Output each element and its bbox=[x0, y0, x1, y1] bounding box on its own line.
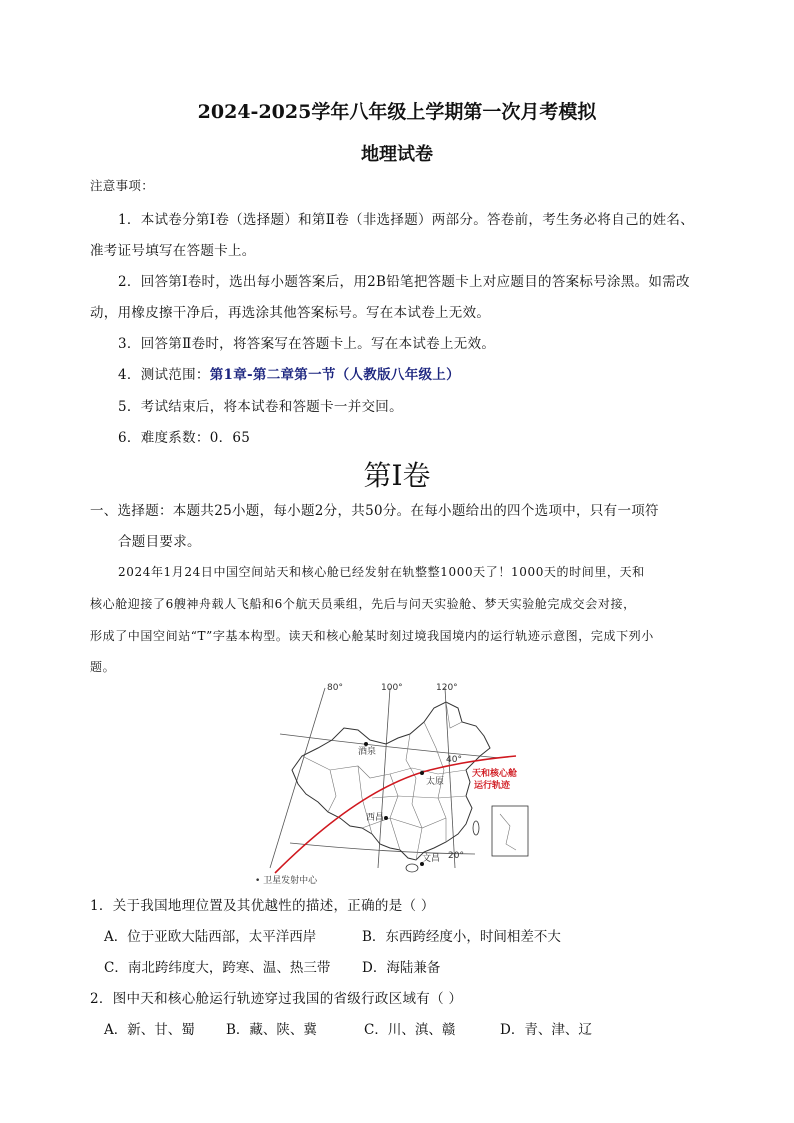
section-instructions-line-1: 一、选择题：本题共25小题，每小题2分，共50分。在每小题给出的四个选项中，只有一项符 bbox=[90, 503, 659, 519]
note-2-line-1: 2．回答第Ⅰ卷时，选出每小题答案后，用2B铅笔把答题卡上对应题目的答案标号涂黑。如需改 bbox=[118, 274, 690, 290]
question-2-stem: 2．图中天和核心舱运行轨迹穿过我国的省级行政区域有（ ） bbox=[90, 991, 463, 1007]
city-xichang: 西昌 bbox=[366, 813, 385, 823]
question-1-option-d: D．海陆兼备 bbox=[362, 960, 441, 976]
meridian-120 bbox=[445, 688, 455, 868]
lat-label-20: 20° bbox=[448, 851, 464, 861]
note-6: 6．难度系数：0．65 bbox=[118, 430, 251, 446]
passage-line-4: 题。 bbox=[90, 660, 116, 674]
taiwan-island bbox=[473, 821, 479, 835]
note-3: 3．回答第Ⅱ卷时，将答案写在答题卡上。写在本试卷上无效。 bbox=[118, 336, 496, 352]
map-legend: • 卫星发射中心 bbox=[255, 876, 318, 886]
city-jiuquan: 酒泉 bbox=[358, 747, 377, 757]
question-2-option-c: C．川、滇、赣 bbox=[364, 1022, 456, 1038]
city-taiyuan: 太原 bbox=[426, 777, 445, 787]
jiuquan-dot bbox=[364, 742, 368, 746]
question-2-option-d: D．青、津、辽 bbox=[500, 1022, 592, 1038]
exam-subtitle: 地理试卷 bbox=[361, 144, 433, 165]
orbit-map-figure bbox=[240, 678, 570, 888]
question-2-option-a: A．新、甘、蜀 bbox=[104, 1022, 195, 1038]
note-1-line-1: 1．本试卷分第Ⅰ卷（选择题）和第Ⅱ卷（非选择题）两部分。答卷前，考生务必将自己的姓名、 bbox=[118, 212, 694, 228]
orbit-label-line-2: 运行轨迹 bbox=[474, 781, 511, 791]
passage-line-1: 2024年1月24日中国空间站天和核心舱已经发射在轨整整1000天了！1000天的时间里，天和 bbox=[118, 565, 645, 579]
question-1-option-a: A．位于亚欧大陆西部，太平洋西岸 bbox=[104, 929, 317, 945]
question-1-option-c: C．南北跨纬度大，跨寒、温、热三带 bbox=[104, 960, 331, 976]
meridian-100 bbox=[378, 688, 390, 868]
note-2-line-2: 动，用橡皮擦干净后，再选涂其他答案标号。写在本试卷上无效。 bbox=[90, 305, 491, 321]
note-5: 5．考试结束后，将本试卷和答题卡一并交回。 bbox=[118, 399, 403, 415]
lon-label-120: 120° bbox=[436, 683, 458, 693]
parallel-40 bbox=[280, 734, 500, 758]
lon-label-80: 80° bbox=[327, 683, 343, 693]
section-title: 第Ⅰ卷 bbox=[363, 459, 431, 492]
passage-line-2: 核心舱迎接了6艘神舟载人飞船和6个航天员乘组，先后与问天实验舱、梦天实验舱完成交会对接， bbox=[90, 597, 636, 611]
question-1-stem: 1．关于我国地理位置及其优越性的描述，正确的是（ ） bbox=[90, 898, 435, 914]
question-2-option-b: B．藏、陕、冀 bbox=[226, 1022, 317, 1038]
orbit-label-line-1: 天和核心舱 bbox=[472, 769, 518, 779]
passage-line-3: 形成了中国空间站“T”字基本构型。读天和核心舱某时刻过境我国境内的运行轨迹示意图，完成下列小 bbox=[90, 629, 654, 643]
question-1-option-b: B．东西跨经度小，时间相差不大 bbox=[362, 929, 561, 945]
note-4-scope: 第1章-第二章第一节（人教版八年级上） bbox=[209, 367, 460, 383]
taiyuan-dot bbox=[420, 771, 424, 775]
hainan-island bbox=[406, 864, 418, 872]
meridian-80 bbox=[270, 688, 325, 868]
south-sea-inset bbox=[492, 806, 528, 856]
city-wenchang: 文昌 bbox=[422, 854, 441, 864]
section-instructions-line-2: 合题目要求。 bbox=[118, 534, 201, 550]
note-1-line-2: 准考证号填写在答题卡上。 bbox=[90, 243, 256, 259]
note-4 bbox=[118, 363, 460, 383]
exam-title: 2024-2025学年八年级上学期第一次月考模拟 bbox=[197, 101, 597, 123]
china-outline bbox=[292, 702, 490, 860]
xichang-dot bbox=[384, 816, 388, 820]
notes-heading: 注意事项： bbox=[90, 178, 155, 193]
lat-label-40: 40° bbox=[446, 755, 462, 765]
lon-label-100: 100° bbox=[381, 683, 403, 693]
note-4-prefix: 4．测试范围： bbox=[118, 367, 210, 383]
south-sea-inset-coast bbox=[500, 814, 516, 850]
